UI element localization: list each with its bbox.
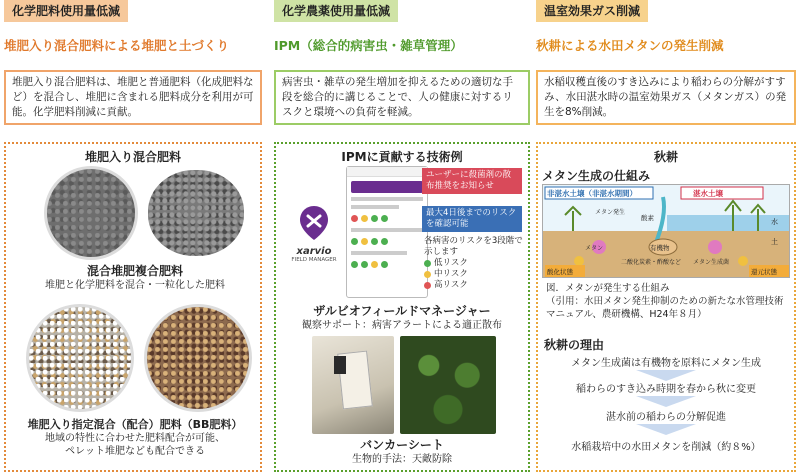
xarvio-logo-icon	[286, 204, 342, 242]
reason-arrow-3	[538, 422, 794, 436]
flooded-soil-label: 湛水土壌	[693, 189, 723, 198]
mechanism-title: メタン生成の仕組み	[542, 169, 651, 183]
bb-fertilizer-photo-1	[26, 304, 134, 412]
reason-3: 湛水前の稲わらの分解促進	[606, 412, 726, 423]
organic-matter-label: 有機物	[650, 244, 670, 252]
risk-high: 高リスク	[424, 280, 524, 291]
banker-title: バンカーシート	[360, 438, 444, 452]
fertilizer-panel-title: 堆肥入り混合肥料	[84, 150, 181, 164]
risk-mid: 中リスク	[424, 269, 524, 280]
xarvio-caption	[280, 302, 524, 332]
ghg-column	[536, 0, 796, 125]
product1-subtitle: 堆肥と化学肥料を混合・一粒化した肥料	[45, 280, 225, 291]
risk-low: 低リスク	[424, 258, 524, 269]
reduced-label: 還元状態	[751, 268, 777, 276]
product2-title: 堆肥入り指定混合（配合）肥料（BB肥料）	[27, 418, 243, 431]
fertilizer-tag: 化学肥料使用量低減	[4, 0, 128, 22]
compound-fertilizer-photo-2	[148, 170, 244, 256]
co2-label: 二酸化炭素・酢酸など	[621, 259, 682, 266]
banker-sheet-photo-1	[312, 336, 394, 434]
reason-title: 秋耕の理由	[544, 338, 605, 352]
ghg-headline: 秋耕による水田メタンの発生削減	[536, 38, 724, 53]
product2-subtitle-2: ペレット堆肥なども配合できる	[65, 446, 205, 457]
pesticide-description: 病害虫・雑草の発生増加を抑えるための適切な手段を総合的に講じることで、人の健康に対するリスクと環境への負荷を軽減。	[274, 70, 530, 125]
dry-soil-label: 非湛水土壌（非湛水期間）	[547, 189, 637, 198]
banker-sheet-photo-2	[400, 336, 496, 434]
autumn-tillage-title: 秋耕	[653, 150, 678, 164]
reason-arrow-2	[538, 394, 794, 408]
reason-1: メタン生成菌は有機物を原料にメタン生成	[571, 358, 761, 369]
pesticide-tag: 化学農薬使用量低減	[274, 0, 398, 22]
callout-spray-recommend: ユーザーに殺菌剤の散布推奨をお知らせ	[422, 168, 522, 194]
figure-caption	[546, 282, 790, 321]
fertilizer-column	[4, 0, 262, 125]
ipm-panel	[274, 142, 530, 472]
callout-risk-forecast: 最大4日後までのリスクを確認可能	[422, 206, 522, 232]
pesticide-column	[274, 0, 530, 125]
pesticide-headline: IPM（総合的病害虫・雑草管理）	[274, 38, 463, 53]
methane-release-label: メタン発生	[595, 209, 626, 216]
ghg-description: 水稲収穫直後のすき込みにより稲わらの分解がすすみ、水田湛水時の温室効果ガス（メタンガス）の発生を8%削減。	[536, 70, 796, 125]
figure-caption-source: （引用：水田メタン発生抑制のための新たな水管理技術マニュアル、農研機構、H24年８月）	[546, 296, 784, 320]
reason-4: 水稲栽培中の水田メタンを削減（約８%）	[571, 442, 761, 453]
oxidized-label: 酸化状態	[547, 268, 573, 276]
bb-fertilizer-photo-2	[144, 304, 252, 412]
oxygen-label: 酸素	[641, 214, 654, 222]
xarvio-brand: xarvio	[296, 246, 332, 257]
risk-intro: 各病害のリスクを3段階で示します	[424, 236, 523, 257]
fertilizer-description: 堆肥入り混合肥料は、堆肥と普通肥料（化成肥料など）を混合し、堆肥に含まれる肥料成分を利用が可能。化学肥料削減に貢献。	[4, 70, 262, 125]
xarvio-brand-sub: FIELD MANAGER	[291, 257, 337, 263]
methane-diagram	[542, 184, 790, 278]
ghg-tag: 温室効果ガス削減	[536, 0, 648, 22]
product1-title: 混合堆肥複合肥料	[86, 264, 183, 278]
autumn-tillage-panel	[536, 142, 796, 472]
methane-label: メタン	[585, 245, 604, 252]
fertilizer-panel	[4, 142, 262, 472]
reason-2: 稲わらのすき込み時期を春から秋に変更	[576, 384, 756, 395]
risk-legend	[424, 236, 524, 291]
product2-subtitle-1: 地域の特性に合わせた肥料配合が可能、	[45, 433, 225, 444]
banker-subtitle: 生物的手法：天敵防除	[352, 454, 452, 465]
figure-caption-title: 図．メタンが発生する仕組み	[546, 283, 670, 294]
methanogen-label: メタン生成菌	[693, 259, 730, 266]
banker-caption	[280, 436, 524, 466]
product2-caption	[10, 416, 260, 458]
product1-caption	[10, 262, 260, 292]
water-label: 水	[771, 218, 778, 226]
soil-label: 土	[771, 238, 778, 246]
ipm-panel-title: IPMに貢献する技術例	[341, 150, 463, 164]
xarvio-logo	[286, 204, 342, 264]
app-screenshot	[346, 166, 428, 298]
xarvio-subtitle: 観察サポート：病害アラートによる適正散布	[302, 320, 502, 331]
fertilizer-headline: 堆肥入り混合肥料による堆肥と土づくり	[4, 38, 230, 53]
xarvio-title: ザルビオフィールドマネージャー	[313, 304, 491, 318]
compound-fertilizer-photo-1	[44, 166, 138, 260]
